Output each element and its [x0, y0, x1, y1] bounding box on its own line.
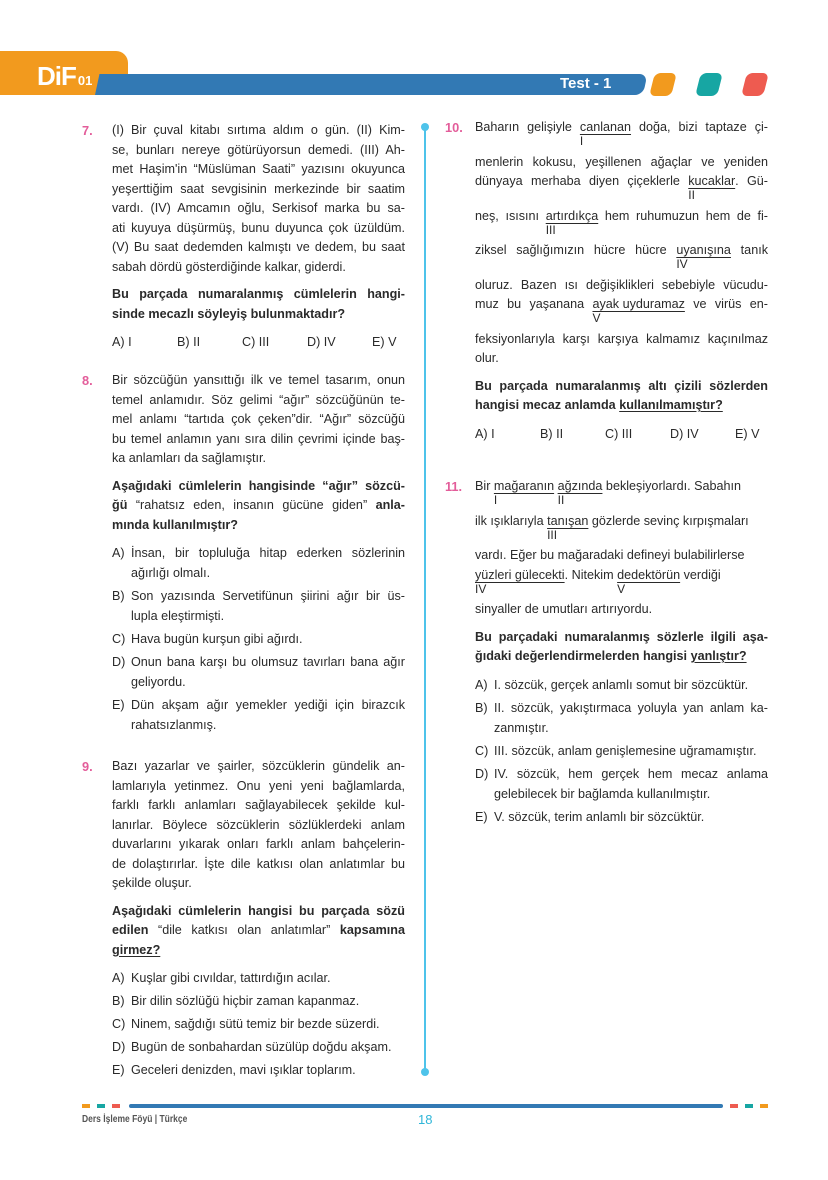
underlined-term: mağaranın I — [493, 479, 555, 507]
roman-numeral-label: I — [579, 134, 584, 148]
text-line — [112, 516, 405, 536]
text-line: (I) Bir çuval kitabı sırtıma aldım o gün. (II) Kim- — [112, 123, 405, 137]
text-line: bu temel anlamın yanı sıra dilin çevrimi içinde baş- — [112, 431, 405, 446]
footer-dash-teal-right — [745, 1104, 753, 1108]
text-line — [475, 647, 768, 667]
text-line: met Haşim'in “Müslüman Saati” yazısını okuyunca — [112, 162, 405, 176]
underlined-term: kucaklar II — [688, 174, 736, 202]
roman-numeral-label: II — [688, 188, 695, 202]
footer-line — [129, 1104, 723, 1108]
answer-option[interactable]: B) II — [540, 426, 564, 441]
answer-option[interactable]: C) III — [242, 335, 270, 349]
logo-subtext: 01 — [77, 73, 93, 88]
orange-chip-icon — [649, 73, 677, 96]
underlined-term: yüzleri gülecekti IV — [475, 567, 565, 596]
option-letter: E) — [475, 809, 488, 824]
text-line: İnsan, bir topluluğa hitap ederken sözlerinin — [131, 546, 405, 560]
answer-option[interactable]: D) IV — [307, 335, 336, 349]
text-line: Geceleri denizden, mavi ışıklar toplarım. — [131, 1063, 356, 1077]
underlined-term: artırdıkça III — [545, 208, 599, 237]
answer-option[interactable] — [475, 675, 768, 695]
underlined-term: uyanışına IV — [676, 243, 731, 271]
bold-text: Aşağıdaki cümlelerin hangisi bu parçada sözü — [112, 903, 405, 918]
answer-option[interactable] — [112, 543, 405, 583]
footer-dash-red — [112, 1104, 120, 1108]
text-line: menlerin kokusu, yeşillenen ağaçlar ve yeniden — [475, 154, 768, 169]
option-letter: D) — [112, 1040, 126, 1054]
text-line: lamlarıyla yetinmez. Onu yeni yeni bağlamlarda, — [112, 778, 405, 793]
question-11-passage — [475, 477, 768, 620]
text-line — [112, 902, 405, 922]
text-line: (V) Bu saat dedemden kalmıştı ve dedem, bu saat — [112, 240, 405, 254]
answer-option[interactable] — [112, 1037, 405, 1057]
text-line: muz bu yaşanana ayak uyduramaz V ve virüs en- — [475, 297, 769, 325]
answer-option[interactable] — [112, 629, 405, 649]
answer-option[interactable] — [112, 1060, 405, 1080]
text-line: IV. sözcük, hem gerçek hem mecaz anlama — [494, 766, 768, 781]
text-line: se, bunları nereye götürüyorsun demedi. (III) Ah- — [112, 142, 405, 157]
answer-option[interactable] — [475, 741, 768, 761]
bold-text: anla- — [375, 498, 405, 512]
text-line — [112, 477, 405, 497]
answer-option[interactable] — [112, 968, 405, 988]
answer-option[interactable] — [475, 764, 768, 804]
text-line — [112, 285, 405, 305]
text-line — [112, 941, 405, 961]
answer-option[interactable] — [112, 695, 405, 735]
option-letter: A) — [475, 677, 488, 692]
question-10 — [445, 118, 768, 444]
text-line: vardı. (IV) Amcamın oğlu, Serkisof marka bu sa- — [112, 201, 405, 215]
text-line — [475, 628, 768, 648]
text-line: gelebilecek bir bağlamda kullanılmıştır. — [494, 786, 711, 801]
underlined-text: kullanılmamıştır? — [619, 398, 723, 412]
text-line: III. sözcük, anlam genişlemesine uğramamıştır. — [494, 743, 757, 758]
roman-numeral-label: V — [617, 581, 626, 596]
text-line: ziksel sağlığımızın hücre hücre uyanışına IV tanık — [475, 243, 768, 271]
underlined-text: girmez? — [112, 942, 161, 957]
text-line: farklı farklı anlamları sağlayabilecek şekilde kul- — [112, 798, 405, 812]
text-line: yüzleri gülecekti IV . Nitekim dedektörün V verdiği — [475, 567, 721, 596]
answer-option[interactable] — [475, 807, 768, 827]
question-9-number: 9. — [82, 759, 93, 774]
question-7-passage — [112, 121, 405, 277]
answer-option[interactable]: E) V — [372, 335, 397, 349]
text-line: geliyordu. — [131, 675, 186, 689]
roman-numeral-label: III — [547, 527, 558, 542]
text-line: Hava bugün kurşun gibi ağırdı. — [131, 632, 303, 646]
bold-text: hangisi mecaz anlamda — [475, 398, 620, 412]
option-letter: E) — [112, 698, 125, 712]
question-8-number: 8. — [82, 373, 93, 388]
text-line: Kuşlar gibi cıvıldar, tattırdığın acılar. — [131, 971, 331, 985]
question-9-passage — [112, 757, 405, 894]
option-letter: B) — [112, 589, 125, 603]
divider-dot-top — [421, 123, 429, 131]
option-letter: A) — [112, 546, 125, 560]
question-11 — [445, 477, 768, 830]
question-10-number: 10. — [445, 120, 463, 135]
text-line: temel anlamıdır. Söz gelimi “ağır” sözcüğünün te- — [112, 392, 405, 407]
text-line: ka anlamları da sağlamıştır. — [112, 451, 266, 465]
roman-numeral-label: V — [592, 311, 601, 325]
footer-book-title: Ders İşleme Föyü | Türkçe — [82, 1114, 188, 1125]
logo — [37, 61, 92, 92]
text-line: vardı. Eğer bu mağaradaki defineyi bulabilirlerse — [475, 548, 745, 562]
question-11-options — [475, 675, 768, 827]
text-line: Son yazısında Servetifünun şiirini ağır bir üs- — [131, 589, 405, 603]
underlined-term: canlanan I — [579, 120, 632, 148]
text-line: mel anlamı “tartıda çok çeken”dir. “Ağır” sözcüğü — [112, 412, 405, 426]
bold-text: ğü — [112, 498, 128, 512]
text-line: lanırlar. Böylece sözcüklerin sözlüklerdeki anlam — [112, 817, 405, 832]
text-line: duvarlarını yıkarak onları farklı anlam bahçelerin- — [112, 837, 405, 851]
text-line: ati kuyuya düşürmüş, bunu duyunca çok üzüldüm. — [112, 220, 405, 235]
bold-text: Bu parçadaki numaralanmış sözlerle ilgili aşa- — [475, 629, 768, 644]
text-line: lupla eleştirmişti. — [131, 609, 225, 623]
option-letter: C) — [112, 632, 126, 646]
underlined-text: yanlıştır? — [690, 649, 747, 663]
option-letter: D) — [112, 655, 126, 669]
text-line: neş, ısısını artırdıkça III hem ruhumuzun hem de fi- — [475, 208, 768, 237]
roman-numeral-label: I — [493, 493, 498, 507]
text-line: zanmıştır. — [494, 720, 549, 735]
option-letter: A) — [112, 971, 125, 985]
question-11-prompt — [475, 628, 768, 667]
footer-dash-orange-right — [760, 1104, 768, 1108]
answer-option[interactable] — [112, 991, 405, 1011]
question-9-options — [112, 968, 405, 1080]
text-line: Baharın gelişiyle canlanan I doğa, bizi taptaze çi- — [475, 120, 768, 148]
question-10-options — [475, 424, 800, 444]
answer-option[interactable]: A) I — [475, 426, 495, 441]
answer-option[interactable] — [112, 586, 405, 626]
answer-option[interactable] — [475, 698, 768, 738]
answer-option[interactable] — [112, 652, 405, 692]
question-7 — [82, 121, 405, 352]
text-line: Bir dilin sözlüğü hiçbir zaman kapanmaz. — [131, 994, 360, 1008]
answer-option[interactable] — [112, 1014, 405, 1034]
text-line: edilen “dile katkısı olan anlatımlar” kapsamına — [112, 923, 405, 937]
bold-text: edilen — [112, 923, 149, 937]
text-line — [112, 305, 405, 325]
text-line: II. sözcük, yakıştırmaca yoluyla yan anlam ka- — [494, 700, 768, 715]
text-line — [475, 377, 768, 397]
text-line: de dolaştırırlar. İşte dile katkısı olan anlatımlar bu — [112, 856, 405, 871]
question-11-number: 11. — [445, 479, 463, 494]
column-divider — [424, 126, 426, 1072]
question-8 — [82, 371, 405, 738]
answer-option[interactable]: A) I — [112, 335, 132, 349]
roman-numeral-label: IV — [676, 257, 688, 271]
text-line: I. sözcük, gerçek anlamlı somut bir sözcüktür. — [494, 677, 749, 692]
answer-option[interactable]: C) III — [605, 426, 633, 441]
bold-text: mında kullanılmıştır? — [112, 517, 238, 532]
answer-option[interactable]: D) IV — [670, 426, 699, 441]
text-line: Onun bana karşı bu olumsuz tavırları bana ağır — [131, 655, 405, 669]
option-letter: D) — [475, 766, 489, 781]
question-9-prompt — [112, 902, 405, 961]
text-line: Bugün de sonbahardan süzülüp doğdu akşam. — [131, 1040, 392, 1054]
underlined-term: ağzında II — [557, 479, 603, 507]
option-letter: B) — [112, 994, 125, 1008]
answer-option[interactable]: B) II — [177, 335, 201, 349]
text-line: V. sözcük, terim anlamlı bir sözcüktür. — [494, 809, 705, 824]
question-8-passage — [112, 371, 405, 469]
question-7-number: 7. — [82, 123, 93, 138]
bold-text: Aşağıdaki cümlelerin hangisinde “ağır” sözcü- — [112, 478, 405, 493]
roman-numeral-label: II — [557, 493, 565, 507]
divider-dot-bottom — [421, 1068, 429, 1076]
footer-dash-red-right — [730, 1104, 738, 1108]
text-line: oluruz. Bazen ısı değişiklikleri sebebiyle vücudu- — [475, 277, 768, 292]
text-line: Bir mağaranın I ağzında II bekleşiyorlardı. Sabahın — [475, 479, 742, 507]
text-line: Ninem, sağdığı sütü temiz bir bezde süzerdi. — [131, 1017, 380, 1031]
answer-option[interactable]: E) V — [735, 426, 760, 441]
bold-text: kapsamına — [339, 923, 405, 937]
footer-dash-teal — [97, 1104, 105, 1108]
bold-text: Bu parçada numaralanmış cümlelerin hangi- — [112, 287, 405, 301]
page-number: 18 — [418, 1112, 433, 1127]
option-letter: C) — [475, 743, 489, 758]
text-line: Bazı yazarlar ve şairler, sözcüklerin gündelik an- — [112, 759, 405, 773]
red-chip-icon — [741, 73, 769, 96]
question-8-options — [112, 543, 405, 735]
text-line: şekilde oluşur. — [112, 876, 192, 890]
question-10-prompt — [475, 377, 768, 416]
question-8-prompt — [112, 477, 405, 536]
teal-chip-icon — [695, 73, 723, 96]
text-line: ğü “rahatsız eden, insanın gücüne giden” anla- — [112, 498, 405, 512]
text-line: ilk ışıklarıyla tanışan III gözlerde sevinç kırpışmaları — [475, 513, 749, 542]
text-line: rahatsızlanmış. — [131, 718, 217, 732]
logo-text: DiF — [37, 61, 76, 91]
bold-text: sinde mecazlı söyleyiş bulunmaktadır? — [112, 306, 346, 321]
question-10-passage — [475, 118, 768, 369]
question-7-prompt — [112, 285, 405, 324]
text-line — [475, 396, 768, 416]
underlined-term: ayak uyduramaz V — [592, 297, 685, 325]
roman-numeral-label: IV — [475, 581, 487, 596]
underlined-term: tanışan III — [547, 513, 589, 542]
text-line: dünyaya merhaba diyen çiçeklerle kucaklar II . Gü- — [475, 174, 768, 202]
underlined-term: dedektörün V — [617, 567, 681, 596]
text-line: sinyaller de umutları artırıyordu. — [475, 602, 653, 616]
option-letter: B) — [475, 700, 488, 715]
text-line: olur. — [475, 351, 499, 365]
roman-numeral-label: III — [545, 222, 556, 237]
option-letter: E) — [112, 1063, 125, 1077]
text-line: sabah dördü gösterdiğinde kalkar, giderdi. — [112, 259, 346, 274]
footer-dash-orange — [82, 1104, 90, 1108]
text-line: yeşerttiğim saat sevgisinin merkezinde bir saatim — [112, 181, 405, 196]
question-7-options — [112, 332, 437, 352]
test-label: Test - 1 — [560, 75, 612, 92]
bold-text: Bu parçada numaralanmış altı çizili sözlerden — [475, 378, 768, 393]
text-line: feksiyonlarıyla karşı karşıya kalmamız kaçınılmaz — [475, 331, 768, 346]
question-9 — [82, 757, 405, 1083]
text-line: ağırlığı olmalı. — [131, 566, 211, 580]
text-line: Bir sözcüğün yansıttığı ilk ve temel tasarım, onun — [112, 373, 405, 387]
text-line: Dün akşam ağır yemekler yediği için birazcık — [131, 698, 405, 712]
bold-text: ğıdaki değerlendirmelerden hangisi — [475, 649, 691, 663]
option-letter: C) — [112, 1017, 126, 1031]
